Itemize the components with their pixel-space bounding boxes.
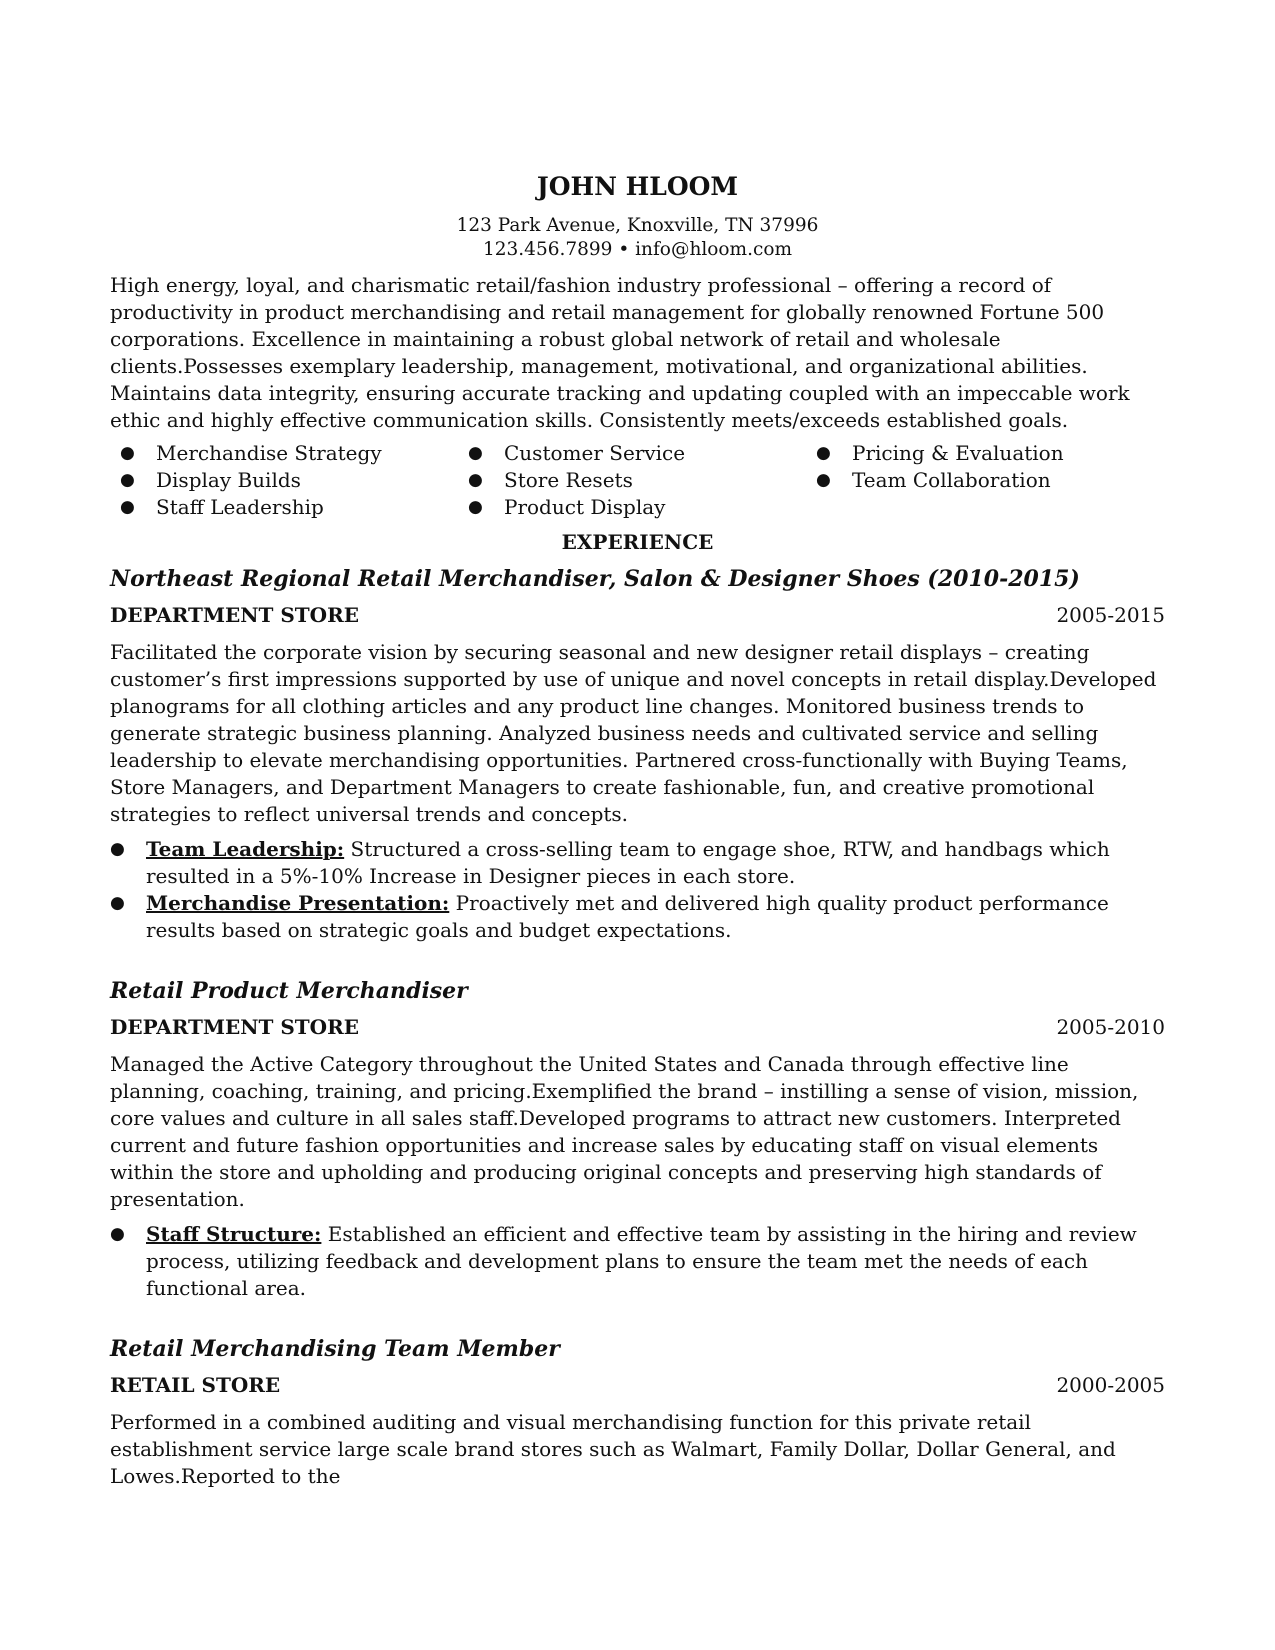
- achievement-label: Merchandise Presentation:: [146, 891, 450, 915]
- professional-summary: High energy, loyal, and charismatic retail/fashion industry professional – offering a record of productivity in product merchandising and retail management for globally renowned Fortune 500 corporations. Excellence in maintaining a robust global network of retail and wholesale clients.Possesses exemplary leadership, management, motivational, and organizational abilities. Maintains data integrity, ensuring accurate tracking and updating coupled with an impeccable work ethic and highly effective communication skills. Consistently meets/exceeds established goals.: [110, 273, 1130, 432]
- skill-item: ● Display Builds: [110, 467, 458, 494]
- job-description: Managed the Active Category throughout the United States and Canada through effective line planning, coaching, training, and pricing.Exemplified the brand – instilling a sense of vision, mission, core values and culture in all sales staff.Developed programs to attract new customers. Interpreted current and future fashion opportunities and increase sales by educating staff on visual elements within the store and upholding and producing original concepts and preserving high standards of presentation.: [110, 1052, 1139, 1211]
- skills-grid: [110, 440, 1165, 521]
- achievement-item: [110, 890, 1165, 944]
- skill-item: ● Product Display: [458, 494, 806, 521]
- achievement-item: [110, 1221, 1165, 1302]
- job-entry: [110, 976, 1165, 1302]
- skill-item: ● Customer Service: [458, 440, 806, 467]
- achievement-label: Staff Structure:: [146, 1222, 322, 1246]
- job-title: Retail Merchandising Team Member: [110, 1336, 560, 1362]
- job-description: Facilitated the corporate vision by securing seasonal and new designer retail displays – creating customer’s first impressions supported by use of unique and novel concepts in retail display.Developed planograms for all clothing articles and any product line changes. Monitored business trends to generate strategic business planning. Analyzed business needs and cultivated service and selling leadership to elevate merchandising opportunities. Partnered cross-functionally with Buying Teams, Store Managers, and Department Managers to create fashionable, fun, and creative promotional strategies to reflect universal trends and concepts.: [110, 640, 1157, 826]
- employer-row: [110, 1372, 1165, 1399]
- achievement-text: Proactively met and delivered high quality product performance results based on strategic goals and budget expectations.: [146, 891, 1109, 942]
- achievement-list: [110, 836, 1165, 944]
- employment-dates: 2005-2010: [1056, 1015, 1165, 1039]
- employer-name: DEPARTMENT STORE: [110, 1015, 359, 1039]
- achievement-text: Structured a cross-selling team to engage shoe, RTW, and handbags which resulted in a 5%-10% Increase in Designer pieces in each store.: [146, 837, 1110, 888]
- skill-item: ● Store Resets: [458, 467, 806, 494]
- job-entry: [110, 564, 1165, 944]
- experience-heading: EXPERIENCE: [561, 530, 714, 554]
- job-title: Retail Product Merchandiser: [110, 978, 468, 1004]
- skills-column: [806, 440, 1154, 521]
- employer-name: DEPARTMENT STORE: [110, 603, 359, 627]
- achievement-text: Established an efficient and effective team by assisting in the hiring and review process, utilizing feedback and development plans to ensure the team met the needs of each functional area.: [146, 1222, 1137, 1300]
- employer-name: RETAIL STORE: [110, 1373, 281, 1397]
- candidate-name: JOHN HLOOM: [536, 172, 739, 201]
- achievement-item: [110, 836, 1165, 890]
- resume-page: [110, 170, 1165, 1522]
- employment-dates: 2005-2015: [1056, 603, 1165, 627]
- skill-item: ● Pricing & Evaluation: [806, 440, 1154, 467]
- job-title: Northeast Regional Retail Merchandiser, Salon & Designer Shoes (2010-2015): [110, 566, 1080, 592]
- job-entry: [110, 1334, 1165, 1490]
- job-description: Performed in a combined auditing and visual merchandising function for this private retail establishment service large scale brand stores such as Walmart, Family Dollar, Dollar General, and Lowes.Reported to the: [110, 1410, 1116, 1488]
- employer-row: [110, 1014, 1165, 1041]
- skill-item: ● Team Collaboration: [806, 467, 1154, 494]
- skill-item: ● Staff Leadership: [110, 494, 458, 521]
- achievement-list: [110, 1221, 1165, 1302]
- employment-dates: 2000-2005: [1056, 1373, 1165, 1397]
- skills-column: [110, 440, 458, 521]
- skills-column: [458, 440, 806, 521]
- contact-address: 123 Park Avenue, Knoxville, TN 37996: [456, 215, 819, 236]
- contact-phone-email: 123.456.7899 • info@hloom.com: [482, 239, 793, 260]
- employer-row: [110, 602, 1165, 629]
- skill-item: ● Merchandise Strategy: [110, 440, 458, 467]
- achievement-label: Team Leadership:: [146, 837, 345, 861]
